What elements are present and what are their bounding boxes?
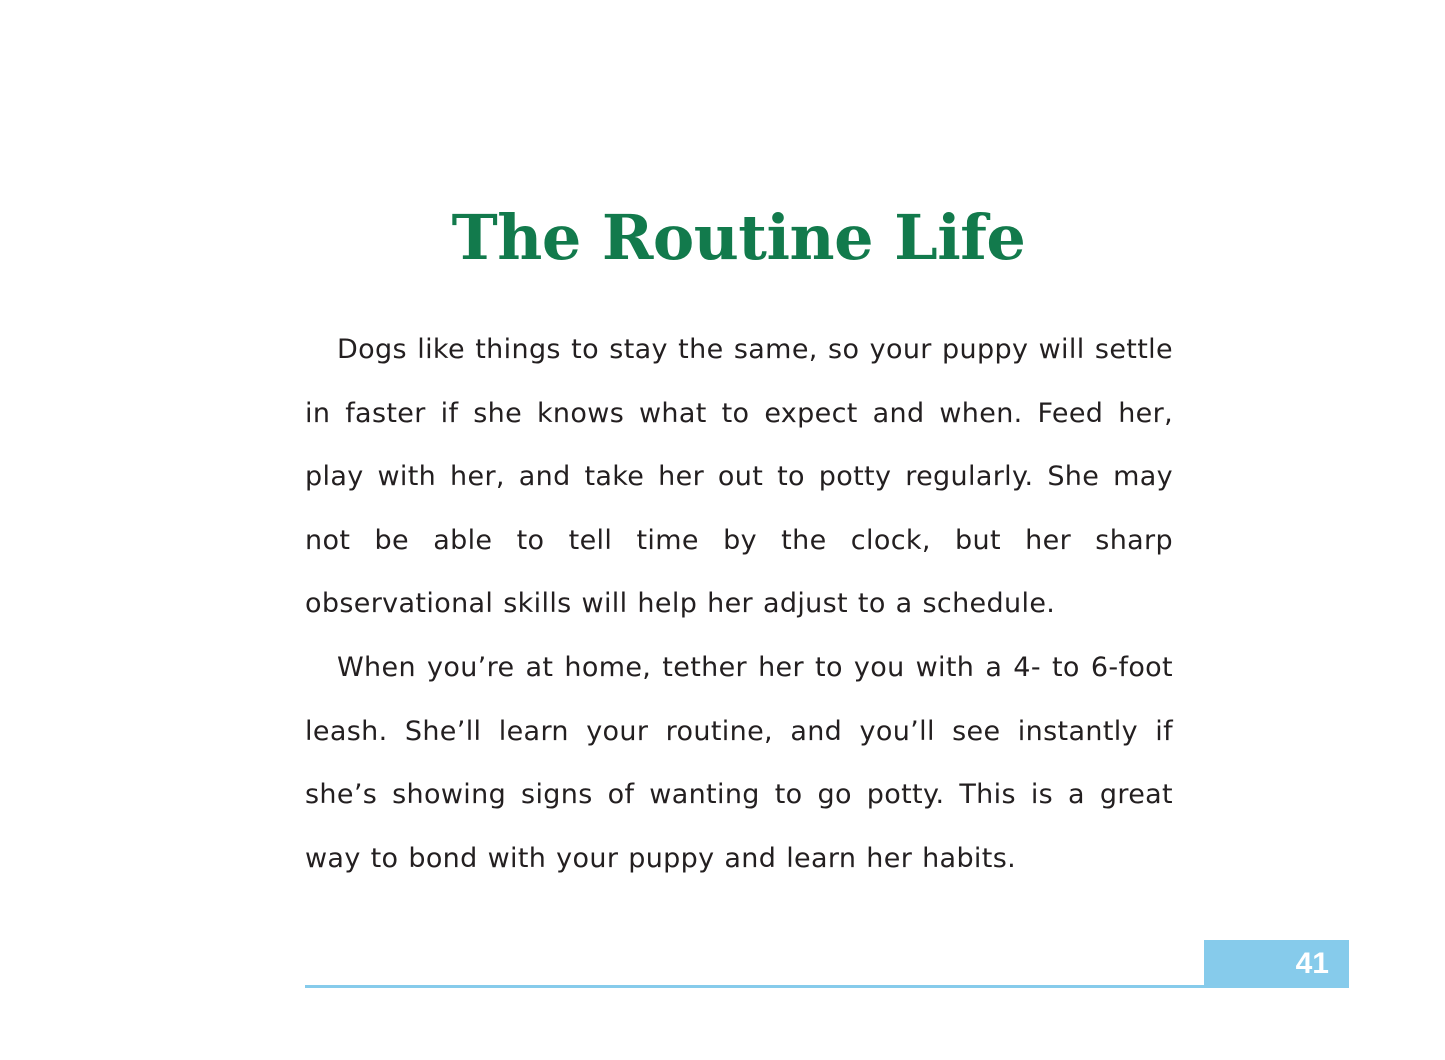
paragraph: Dogs like things to stay the same, so your puppy will settle in faster if she knows what to expect and when. Feed her, play with her, and take her out to potty regularly. She may not be able to tell time by the clock, but her sharp observational skills will help her adjust to a schedule. [305,334,1173,620]
paragraph: When you’re at home, tether her to you with a 4- to 6-foot leash. She’ll learn your routine, and you’ll see instantly if she’s showing signs of wanting to go potty. This is a great way to bond with your puppy and learn her habits. [305,651,1173,874]
footer-rule [305,985,1349,988]
page-number: 41 [1295,947,1329,980]
body-text [305,318,1173,890]
page-title: The Routine Life [451,201,1026,274]
page-number-box [1204,940,1349,988]
